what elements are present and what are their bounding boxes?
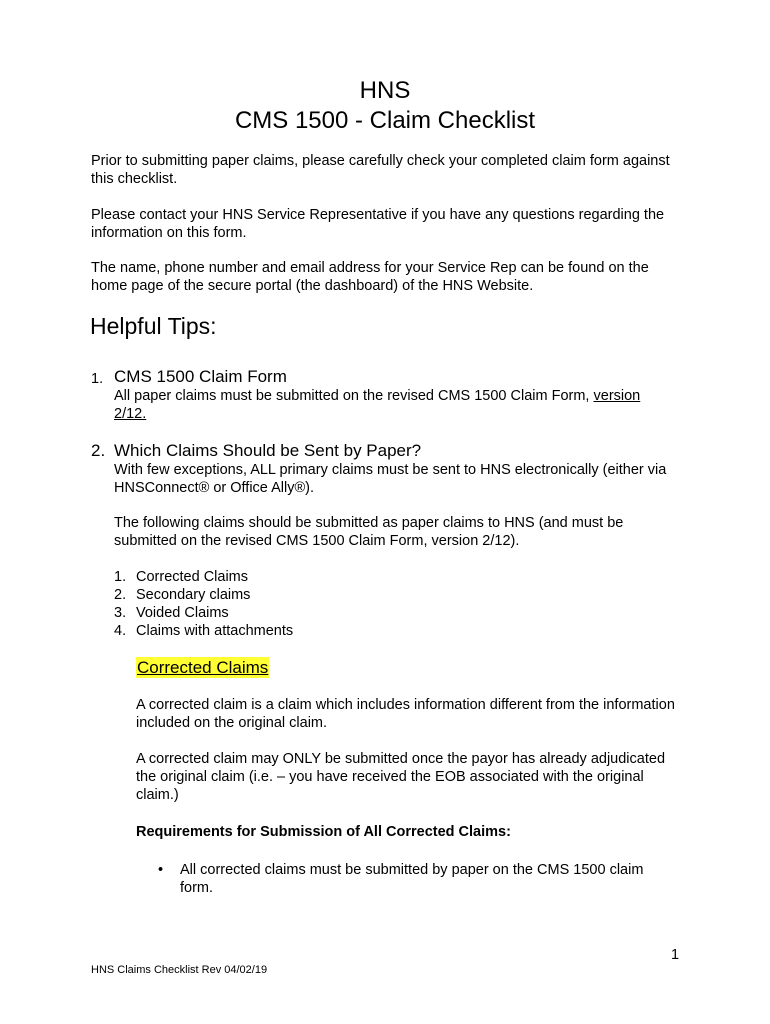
list-item-number: 1. [114, 569, 127, 585]
intro-paragraph-2: Please contact your HNS Service Representative if you have any questions regarding the information on this form. [91, 207, 665, 241]
list-item-number: 3. [114, 605, 127, 621]
section-1-body [114, 387, 674, 423]
page-number: 1 [671, 947, 680, 963]
corrected-claims-heading: Corrected Claims [137, 658, 269, 677]
list-item-number: 4. [114, 623, 127, 639]
list-item-text: Secondary claims [136, 587, 251, 603]
document-title-org: HNS [359, 77, 411, 104]
bullet-icon: • [158, 862, 164, 878]
requirement-bullet-text: All corrected claims must be submitted by paper on the CMS 1500 claim form. [180, 862, 644, 896]
document-title: CMS 1500 - Claim Checklist [234, 107, 536, 134]
footer-revision: HNS Claims Checklist Rev 04/02/19 [91, 964, 268, 976]
intro-paragraph-1: Prior to submitting paper claims, please carefully check your completed claim form against this checklist. [91, 153, 670, 187]
section-2-paragraph-1: With few exceptions, ALL primary claims must be sent to HNS electronically (either via HNSConnect® or Office Ally®). [114, 462, 667, 496]
corrected-claims-paragraph-1: A corrected claim is a claim which includes information different from the information included on the original claim. [136, 697, 675, 731]
list-item-number: 2. [114, 587, 127, 603]
paper-claims-list [114, 568, 293, 640]
section-1-body-text: All paper claims must be submitted on the revised CMS 1500 Claim Form, [114, 388, 594, 404]
list-item [114, 604, 293, 622]
section-1-title: CMS 1500 Claim Form [114, 367, 287, 386]
requirements-heading: Requirements for Submission of All Corrected Claims: [136, 824, 511, 840]
helpful-tips-heading: Helpful Tips: [90, 313, 217, 339]
corrected-claims-paragraph-2: A corrected claim may ONLY be submitted once the payor has already adjudicated the original claim (i.e. – you have received the EOB associated with the original claim.) [136, 751, 666, 803]
intro-paragraph-3: The name, phone number and email address for your Service Rep can be found on the home page of the secure portal (the dashboard) of the HNS Website. [91, 260, 649, 294]
list-item-text: Claims with attachments [136, 623, 294, 639]
section-2-title: Which Claims Should be Sent by Paper? [114, 441, 422, 460]
list-item [114, 568, 293, 586]
list-item [114, 586, 293, 604]
section-2-paragraph-2: The following claims should be submitted as paper claims to HNS (and must be submitted on the revised CMS 1500 Claim Form, version 2/12). [114, 515, 624, 549]
list-item-text: Corrected Claims [136, 569, 248, 585]
list-item-text: Voided Claims [136, 605, 229, 621]
version-link[interactable]: version 2/12. [114, 388, 641, 422]
list-item [114, 622, 293, 640]
section-1-number: 1. [91, 371, 104, 387]
section-2-number: 2. [91, 441, 106, 460]
